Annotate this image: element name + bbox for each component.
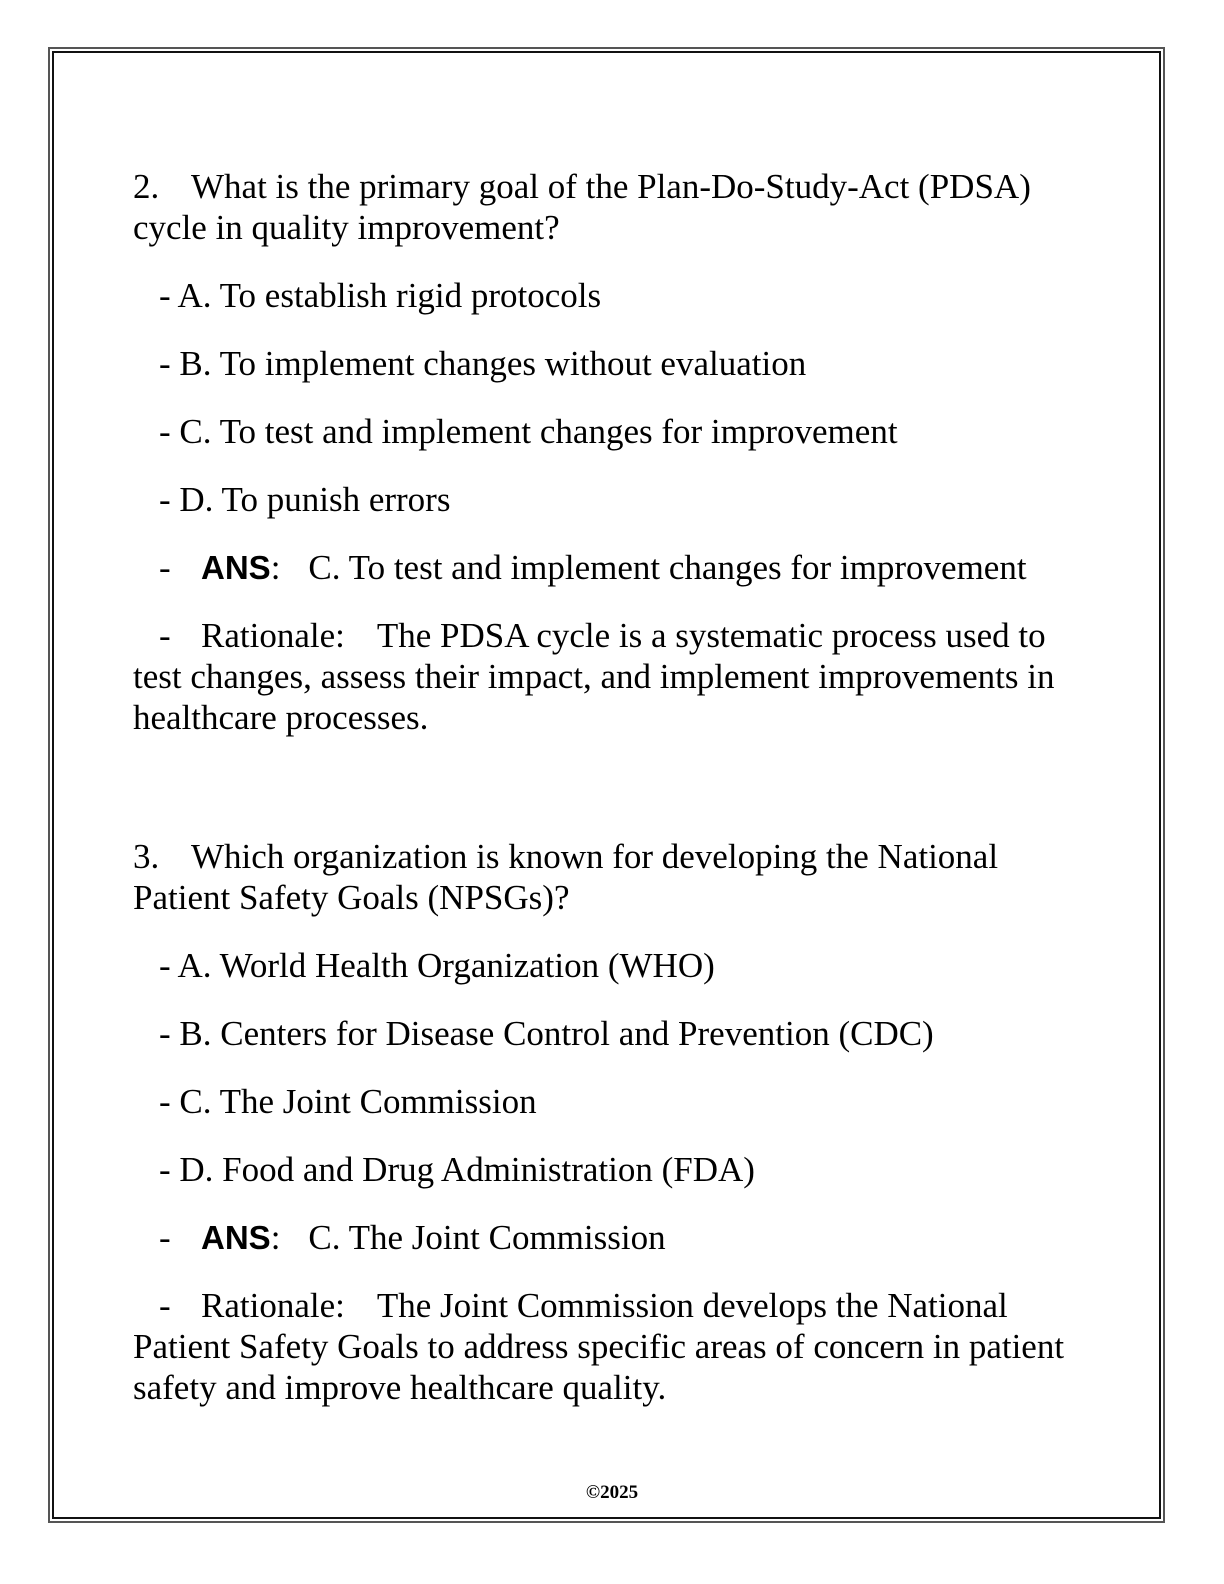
answer-colon: :	[270, 548, 281, 587]
answer-text: C. The Joint Commission	[308, 1218, 666, 1257]
answer-line	[159, 547, 1093, 588]
rationale	[133, 615, 1093, 738]
answer-label: ANS	[201, 549, 271, 586]
option-b: - B. Centers for Disease Control and Prevention (CDC)	[159, 1014, 934, 1053]
answer-text: C. To test and implement changes for improvement	[308, 548, 1027, 587]
rationale-dash: -	[159, 616, 171, 655]
option-c: - C. To test and implement changes for improvement	[159, 412, 898, 451]
option-a: - A. World Health Organization (WHO)	[159, 946, 715, 985]
question-block	[133, 166, 1093, 738]
question-text	[133, 166, 1093, 248]
answer-label: ANS	[201, 1219, 271, 1256]
question-block	[133, 836, 1093, 1408]
option-b: - B. To implement changes without evaluation	[159, 344, 807, 383]
copyright-footer: ©2025	[585, 1482, 639, 1503]
rationale-dash: -	[159, 1286, 171, 1325]
question-stem: Which organization is known for developing the National Patient Safety Goals (NPSGs)?	[133, 837, 999, 917]
answer-dash: -	[159, 548, 171, 587]
answer-colon: :	[270, 1218, 281, 1257]
page-content	[133, 166, 1093, 1408]
question-text	[133, 836, 1093, 918]
rationale-text: The PDSA cycle is a systematic process used to test changes, assess their impact, and implement improvements in healthcare processes.	[133, 616, 1055, 737]
rationale-text: The Joint Commission develops the National Patient Safety Goals to address specific areas of concern in patient safety and improve healthcare quality.	[133, 1286, 1065, 1407]
rationale-label: Rationale:	[201, 616, 345, 655]
option-d: - D. Food and Drug Administration (FDA)	[159, 1150, 755, 1189]
question-stem: What is the primary goal of the Plan-Do-Study-Act (PDSA) cycle in quality improvement?	[133, 167, 1031, 247]
option-d: - D. To punish errors	[159, 480, 451, 519]
option-a: - A. To establish rigid protocols	[159, 276, 602, 315]
rationale-label: Rationale:	[201, 1286, 345, 1325]
rationale	[133, 1285, 1093, 1408]
option-c: - C. The Joint Commission	[159, 1082, 537, 1121]
answer-dash: -	[159, 1218, 171, 1257]
question-number: 2.	[133, 167, 160, 206]
question-number: 3.	[133, 837, 160, 876]
answer-line	[159, 1217, 1093, 1258]
